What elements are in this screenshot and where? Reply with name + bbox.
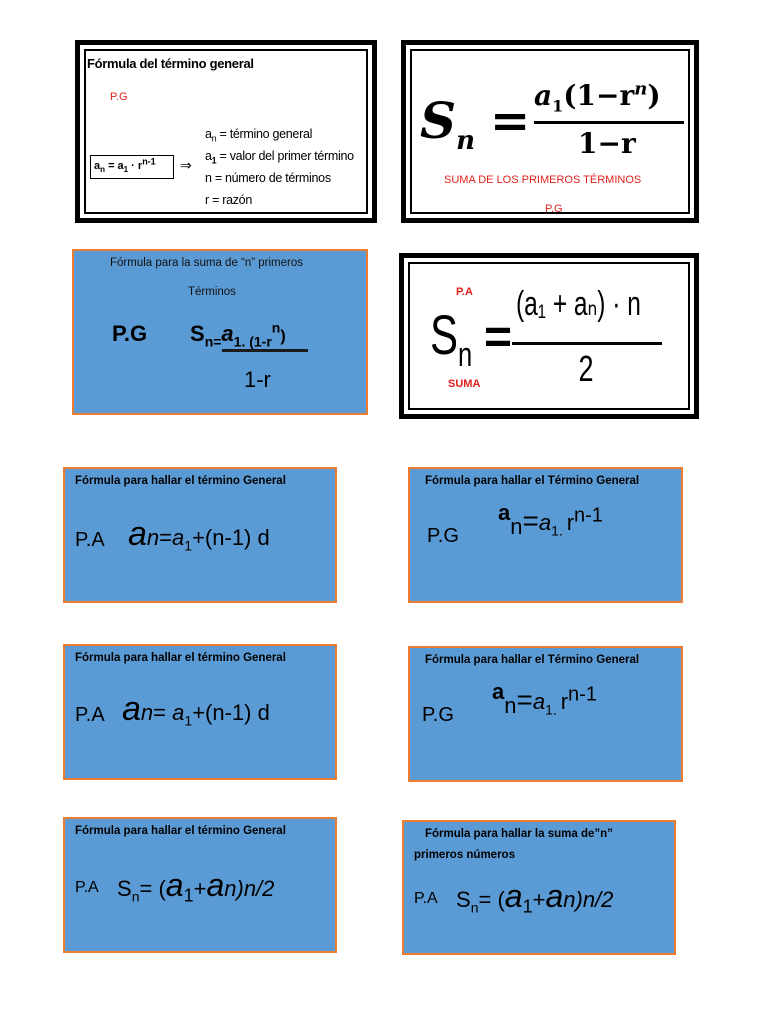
card-formula: $S_n= (a_1+an)n/2$ — [117, 867, 275, 906]
box1-title: Fórmula del término general — [87, 56, 254, 71]
card-formula: $an=a_1+(n-1)$ d — [128, 515, 270, 554]
card-label: P.G — [427, 525, 459, 547]
sum-symbol: $S_n$ — [420, 91, 476, 156]
definition-row: r = razón — [205, 193, 252, 207]
card-title: Fórmula para la suma de “n” primeros — [110, 257, 304, 269]
card-title: Fórmula para hallar el término General — [75, 825, 286, 837]
card-title: Fórmula para hallar el Término General — [425, 654, 640, 666]
numerator: (a₁ + aₙ) · n — [516, 285, 641, 323]
sum-symbol: $S_n$ — [430, 303, 473, 375]
term-general-frame — [75, 40, 377, 223]
formula-card — [63, 817, 337, 953]
card-title: Fórmula para hallar el término General — [75, 475, 286, 487]
definition-row: n = número de términos — [205, 171, 331, 185]
denominator: 2 — [578, 348, 594, 389]
formula-card — [63, 467, 337, 603]
card-title: Fórmula para hallar el término General — [75, 652, 286, 664]
implies-arrow-icon: ⇒ — [180, 157, 192, 173]
formula-card — [408, 646, 683, 782]
card-title-line2: primeros números — [414, 849, 515, 861]
box1-formula-box: $a_n = a_1 \cdot r^{n-1}$ — [90, 155, 174, 179]
equals-sign: = — [490, 93, 531, 149]
geometric-sum-frame — [401, 40, 699, 223]
definition-row: $a_n$ = término general — [205, 127, 313, 144]
card-formula: $an=a_{1.}$ $r^{n-1}$ — [492, 679, 597, 718]
card-label: P.A — [75, 704, 105, 726]
card-title: Fórmula para hallar el Término General — [425, 475, 640, 487]
fraction-bar — [534, 121, 684, 124]
formula-card — [402, 820, 676, 955]
card-title-line2: Términos — [188, 286, 236, 298]
numerator: $a_1(1-r^n)$ — [534, 78, 661, 116]
card-formula: $an=a_{1.}$ $r^{n-1}$ — [498, 500, 603, 539]
formula-card — [408, 467, 683, 603]
box1-definitions — [205, 123, 354, 211]
pg-sum-formula: $S_{n=}a_{1. (1-r}^n$) — [190, 319, 286, 350]
denominator: 1−r — [578, 127, 636, 160]
box1-pg-label: P.G — [110, 91, 128, 103]
card-label: P.A — [75, 879, 99, 896]
definition-row: $a_1$ = valor del primer término — [205, 149, 354, 166]
pg-sum-denominator: 1-r — [244, 367, 271, 392]
formula-card — [63, 644, 337, 780]
card-label: P.A — [414, 890, 438, 907]
card-label: P.G — [422, 704, 454, 726]
card-formula: $an= a_1+(n-1)$ d — [122, 690, 270, 729]
card-formula: $S_n= (a_1+an)n/2$ — [456, 878, 614, 917]
sum-caption: SUMA — [448, 378, 481, 390]
card-title: Fórmula para hallar la suma de”n” — [425, 828, 613, 840]
sum-caption: SUMA DE LOS PRIMEROS TÉRMINOS — [444, 174, 642, 186]
fraction-bar — [512, 342, 662, 345]
pg-sum-card — [72, 249, 368, 415]
arithmetic-sum-frame — [399, 253, 699, 419]
fraction-bar — [222, 349, 308, 352]
equals-sign: = — [484, 311, 513, 364]
box2-pg-label: P.G — [545, 203, 563, 215]
pa-label: P.A — [456, 286, 473, 298]
card-label: P.A — [75, 529, 105, 551]
pg-label: P.G — [112, 321, 148, 346]
